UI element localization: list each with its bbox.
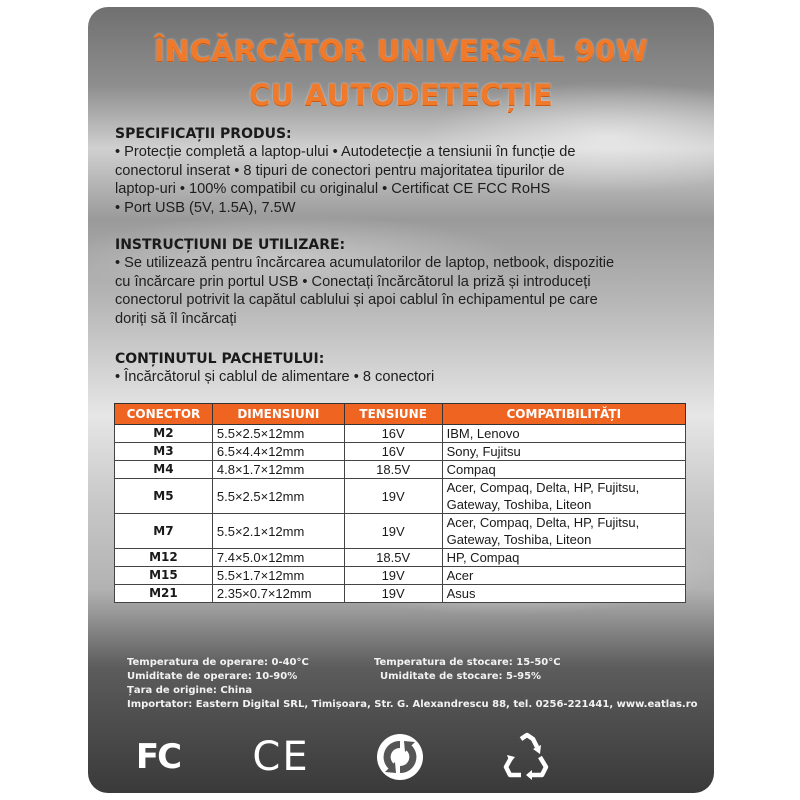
country-of-origin: Țara de origine: China	[127, 685, 253, 696]
certification-logos	[88, 729, 714, 785]
instructions-line: conectorul potrivit la capătul cablului și apoi cablul în echipamentul pe care	[115, 292, 598, 308]
cell-compatibilitati	[442, 514, 685, 549]
cell-tensiune: 16V	[344, 443, 442, 461]
cell-dimensiuni: 5.5×2.5×12mm	[212, 479, 344, 514]
ce-mark	[246, 729, 316, 785]
compat-line-2: Gateway, Toshiba, Liteon	[446, 532, 592, 547]
cell-dimensiuni: 5.5×2.5×12mm	[212, 425, 344, 443]
specs-line: • Protecție completă a laptop-ului • Autodetecție a tensiunii în funcție de	[115, 144, 576, 160]
instructions-line: doriți să îl încărcați	[115, 310, 237, 327]
cell-tensiune: 18.5V	[344, 549, 442, 567]
specs-heading: SPECIFICAȚII PRODUS:	[115, 126, 292, 142]
table-row	[115, 461, 686, 479]
cell-compatibilitati	[442, 549, 685, 567]
compat-line-1: Compaq	[446, 462, 496, 477]
table-header-row	[115, 404, 686, 425]
cell-conector: M4	[115, 461, 213, 479]
package-heading: CONȚINUTUL PACHETULUI:	[115, 351, 325, 367]
instructions-section	[115, 236, 687, 328]
cell-conector: M5	[115, 479, 213, 514]
compat-line-1: IBM, Lenovo	[446, 426, 520, 441]
cell-tensiune: 16V	[344, 425, 442, 443]
instructions-heading: INSTRUCȚIUNI DE UTILIZARE:	[115, 237, 346, 253]
compat-line-1: Acer	[446, 568, 474, 583]
cell-conector: M7	[115, 514, 213, 549]
compat-line-1: Acer, Compaq, Delta, HP, Fujitsu,	[446, 515, 640, 530]
compat-line-1: Acer, Compaq, Delta, HP, Fujitsu,	[446, 480, 640, 495]
instructions-line: • Se utilizează pentru încărcarea acumulatorilor de laptop, netbook, dispozitie	[115, 255, 615, 271]
cell-tensiune: 19V	[344, 567, 442, 585]
column-header-dimensiuni: DIMENSIUNI	[212, 404, 344, 425]
cell-compatibilitati	[442, 567, 685, 585]
column-header-tensiune: TENSIUNE	[344, 404, 442, 425]
cell-dimensiuni: 4.8×1.7×12mm	[212, 461, 344, 479]
specs-section	[115, 125, 687, 217]
cell-tensiune: 19V	[344, 479, 442, 514]
cell-compatibilitati	[442, 425, 685, 443]
cell-tensiune: 19V	[344, 585, 442, 603]
green-dot-icon	[370, 729, 430, 785]
compat-line-2: Gateway, Toshiba, Liteon	[446, 497, 592, 512]
specs-line: • Port USB (5V, 1.5A), 7.5W	[115, 199, 296, 216]
compat-line-1: HP, Compaq	[446, 550, 520, 565]
table-row	[115, 514, 686, 549]
table-row	[115, 479, 686, 514]
storage-humidity: Umiditate de stocare: 5-95%	[380, 671, 542, 682]
title-line-2: CU AUTODETECȚIE	[248, 78, 554, 112]
storage-temperature: Temperatura de stocare: 15-50°C	[374, 657, 561, 668]
cell-conector: M12	[115, 549, 213, 567]
cell-compatibilitati	[442, 443, 685, 461]
cell-dimensiuni: 7.4×5.0×12mm	[212, 549, 344, 567]
package-section	[115, 350, 687, 387]
operating-humidity: Umiditate de operare: 10-90%	[127, 671, 298, 682]
cell-dimensiuni: 2.35×0.7×12mm	[212, 585, 344, 603]
fcc-logo	[128, 729, 188, 785]
cell-dimensiuni: 6.5×4.4×12mm	[212, 443, 344, 461]
instructions-line: cu încărcare prin portul USB • Conectați încărcătorul la priză și introduceți	[115, 273, 591, 290]
table-row	[115, 425, 686, 443]
importer-info: Importator: Eastern Digital SRL, Timișoara, Str. G. Alexandrescu 88, tel. 0256-221441, www.eatlas.ro	[127, 699, 698, 710]
compat-line-1: Sony, Fujitsu	[446, 444, 521, 459]
column-header-compatibilitati: COMPATIBILITĂȚI	[442, 404, 685, 425]
cell-compatibilitati	[442, 585, 685, 603]
table-row	[115, 585, 686, 603]
cell-conector: M3	[115, 443, 213, 461]
table-row	[115, 443, 686, 461]
cell-conector: M15	[115, 567, 213, 585]
cell-compatibilitati	[442, 461, 685, 479]
specs-line: laptop-uri • 100% compatibil cu originalul • Certificat CE FCC RoHS	[115, 181, 551, 197]
specs-line: conectorul inserat • 8 tipuri de conectori pentru majoritatea tipurilor de	[115, 162, 565, 179]
title-line-1: ÎNCĂRCĂTOR UNIVERSAL 90W	[153, 34, 649, 68]
table-row	[115, 549, 686, 567]
cell-conector: M21	[115, 585, 213, 603]
cell-dimensiuni: 5.5×1.7×12mm	[212, 567, 344, 585]
ce-mark-text: CE	[252, 734, 310, 780]
connector-table	[114, 403, 686, 603]
column-header-conector: CONECTOR	[115, 404, 213, 425]
recycle-icon	[494, 729, 560, 785]
cell-tensiune: 19V	[344, 514, 442, 549]
cell-conector: M2	[115, 425, 213, 443]
operating-temperature: Temperatura de operare: 0-40°C	[127, 657, 309, 668]
table-row	[115, 567, 686, 585]
product-label-card	[88, 7, 714, 793]
fcc-logo-text: FC	[135, 737, 181, 777]
compat-line-1: Asus	[446, 586, 476, 601]
package-line: • Încărcătorul și cablul de alimentare • 8 conectori	[115, 369, 435, 385]
cell-compatibilitati	[442, 479, 685, 514]
cell-dimensiuni: 5.5×2.1×12mm	[212, 514, 344, 549]
table-body	[115, 425, 686, 603]
cell-tensiune: 18.5V	[344, 461, 442, 479]
